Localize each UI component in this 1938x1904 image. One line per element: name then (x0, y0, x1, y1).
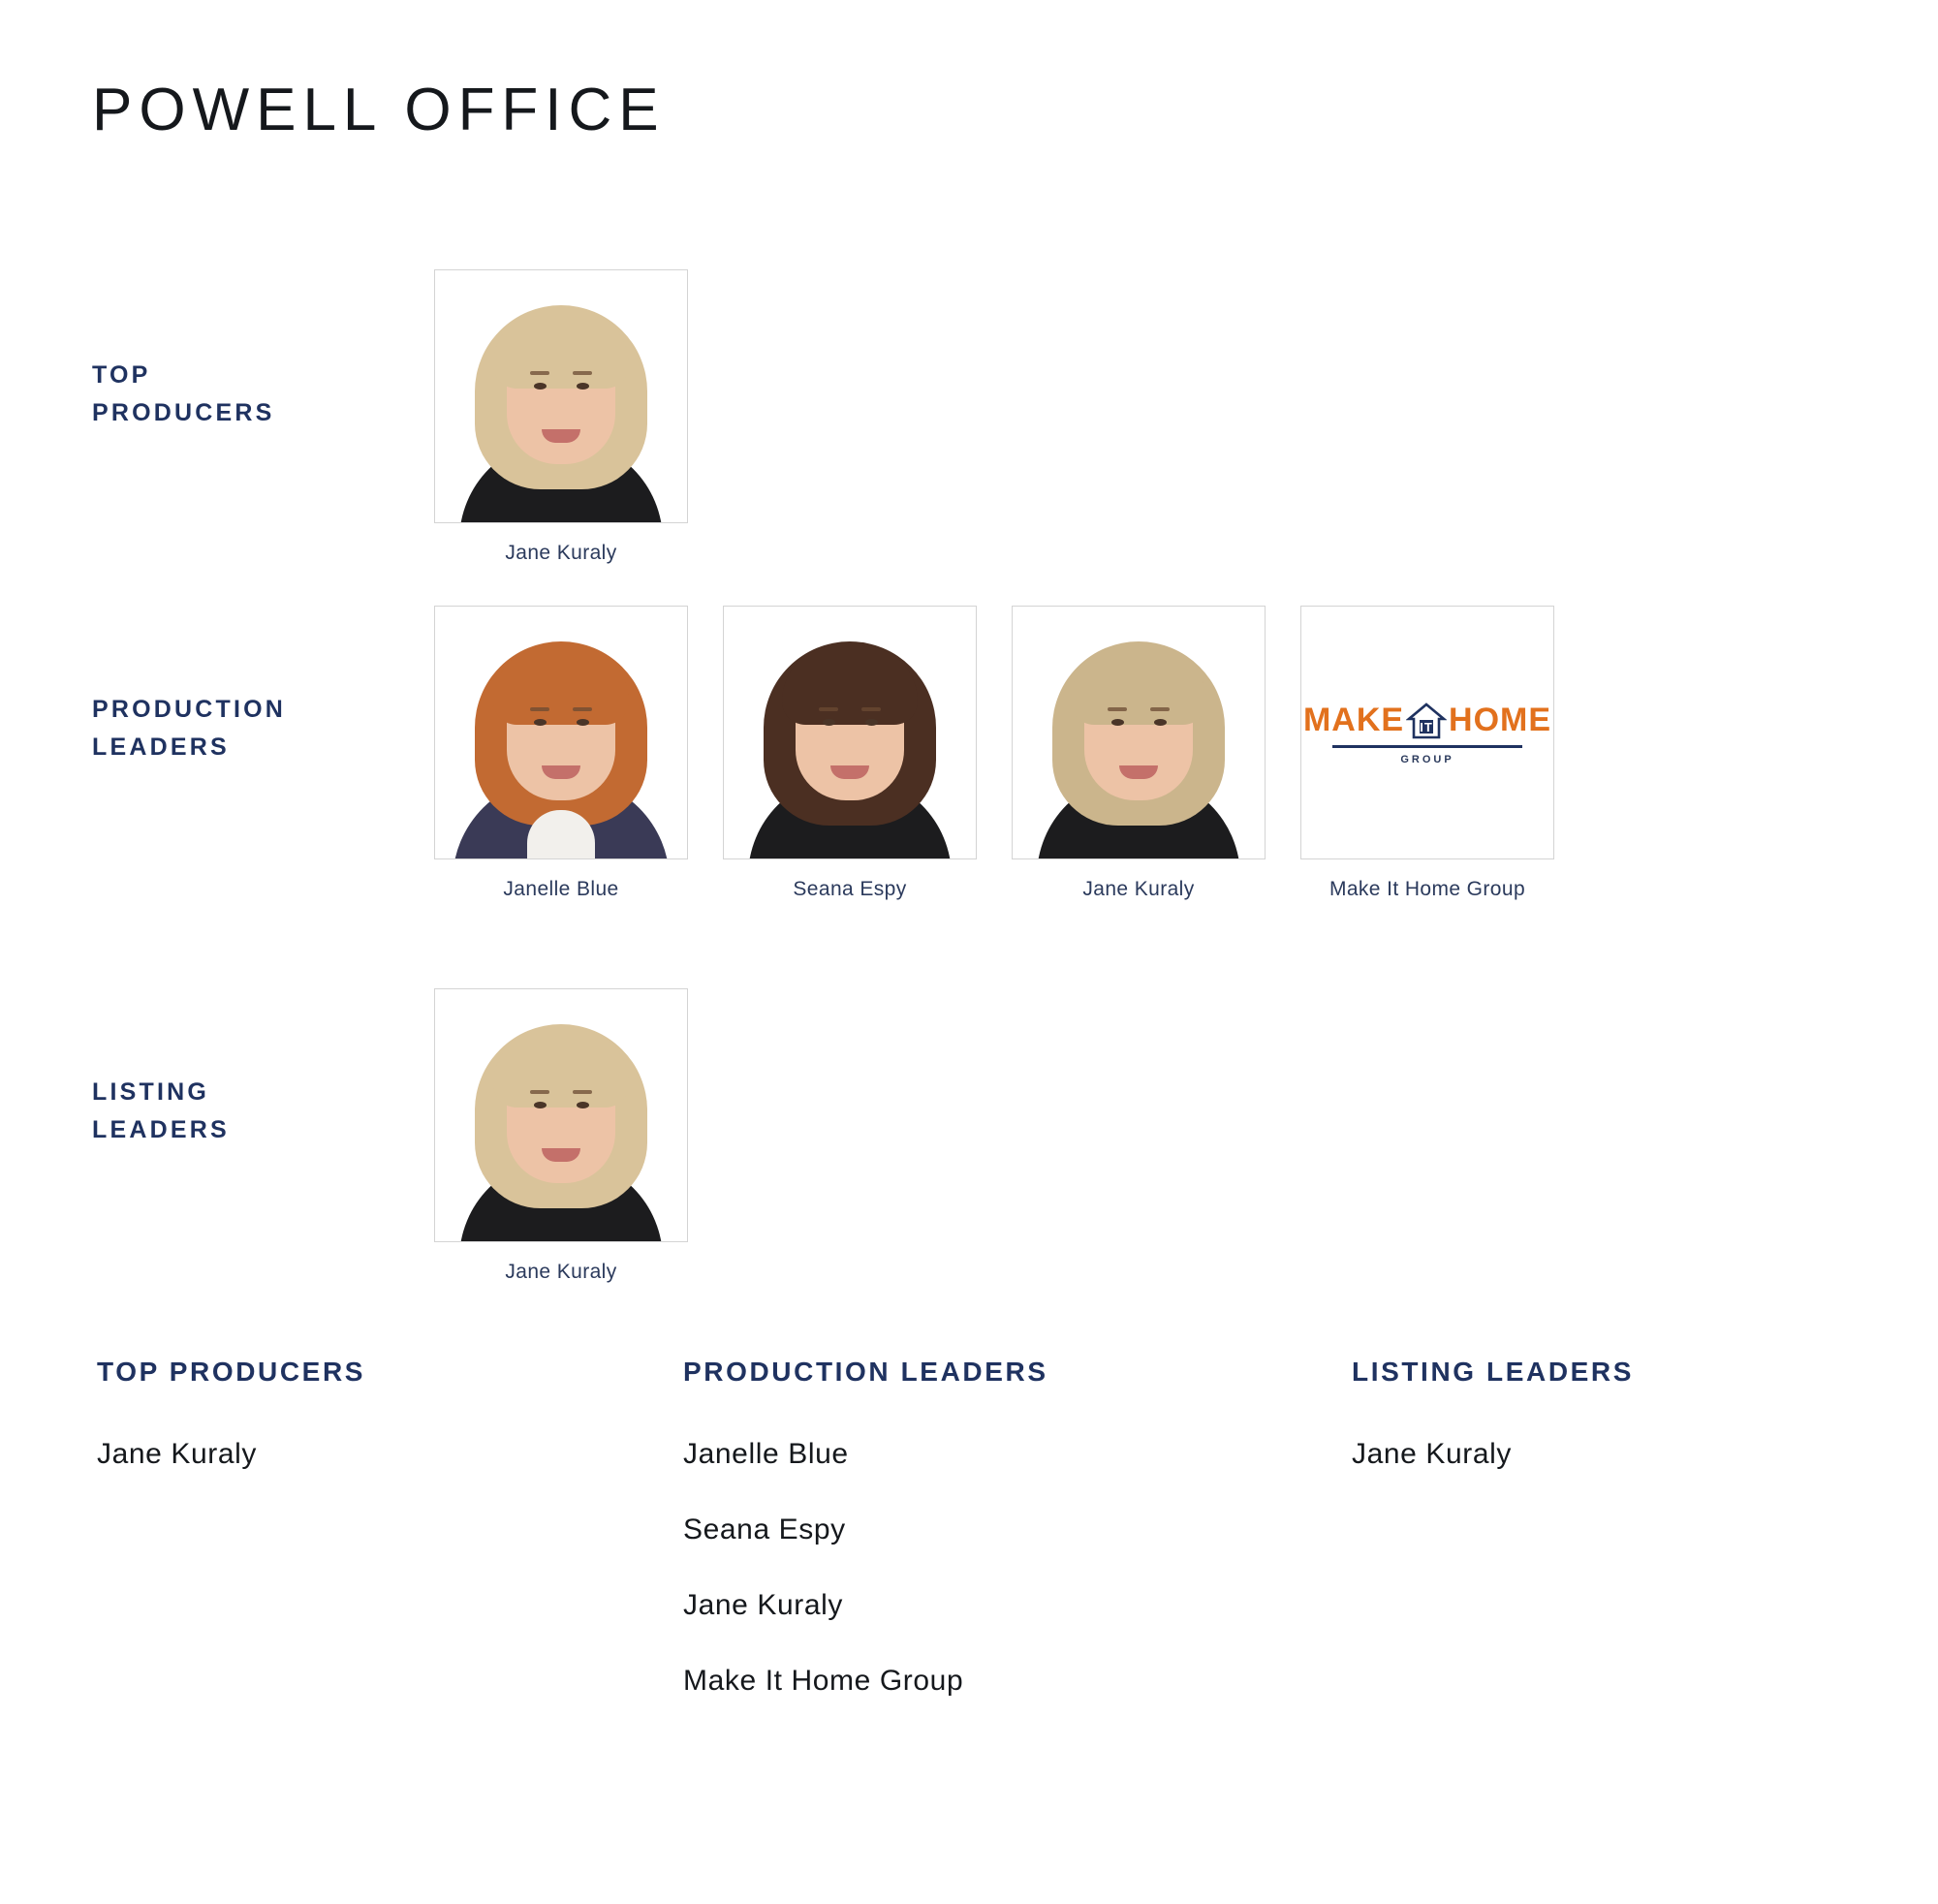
portrait-illustration (1013, 607, 1265, 858)
person-card[interactable] (723, 606, 977, 904)
summary-item: Seana Espy (683, 1514, 846, 1545)
portrait-illustration (724, 607, 976, 858)
house-icon (1406, 701, 1447, 741)
summary-item: Jane Kuraly (683, 1589, 844, 1621)
person-name: Jane Kuraly (505, 1261, 617, 1283)
person-photo (434, 606, 688, 859)
summary-item: Janelle Blue (683, 1438, 849, 1470)
summary-item: Jane Kuraly (97, 1438, 258, 1470)
section-label-line: PRODUCERS (92, 398, 275, 426)
person-photo (434, 269, 688, 523)
section-label-line: LEADERS (92, 733, 230, 761)
page-title: POWELL OFFICE (92, 77, 666, 143)
person-name: Jane Kuraly (1082, 878, 1195, 900)
section-label-production-leaders (92, 691, 412, 766)
section-label-listing-leaders (92, 1074, 412, 1149)
person-card[interactable] (434, 988, 688, 1287)
logo-subtitle: GROUP (1400, 753, 1454, 765)
card-list-listing-leaders (434, 988, 688, 1287)
summary-column-listing-leaders (1352, 1357, 1856, 1471)
section-label-line: LEADERS (92, 1115, 230, 1143)
person-name: Jane Kuraly (505, 542, 617, 564)
person-photo (723, 606, 977, 859)
portrait-illustration (435, 607, 687, 858)
card-list-top-producers (434, 269, 688, 568)
svg-text:IT: IT (1420, 719, 1433, 734)
person-card[interactable] (434, 606, 688, 904)
summary-title: PRODUCTION LEADERS (683, 1357, 1048, 1387)
logo-divider (1332, 745, 1522, 748)
make-it-home-group-logo (1301, 607, 1553, 858)
card-list-production-leaders (434, 606, 1554, 904)
summary-column-production-leaders (683, 1357, 1284, 1698)
section-label-top-producers (92, 357, 412, 432)
logo-word-home: HOME (1449, 702, 1552, 738)
person-name: Seana Espy (793, 878, 907, 900)
section-label-line: LISTING (92, 1078, 210, 1106)
summary-column-top-producers (97, 1357, 601, 1471)
team-logo (1300, 606, 1554, 859)
person-name: Janelle Blue (503, 878, 619, 900)
portrait-illustration (435, 989, 687, 1241)
section-label-line: PRODUCTION (92, 696, 287, 723)
summary-title: LISTING LEADERS (1352, 1357, 1635, 1387)
team-name: Make It Home Group (1328, 878, 1526, 900)
person-photo (1012, 606, 1266, 859)
summary-item: Jane Kuraly (1352, 1438, 1513, 1470)
person-card[interactable] (1012, 606, 1266, 904)
summary-title: TOP PRODUCERS (97, 1357, 366, 1387)
portrait-illustration (435, 270, 687, 522)
person-card[interactable] (434, 269, 688, 568)
summary-item: Make It Home Group (683, 1665, 964, 1697)
section-label-line: TOP (92, 361, 151, 389)
person-photo (434, 988, 688, 1242)
team-card[interactable] (1300, 606, 1554, 904)
logo-word-make: MAKE (1302, 702, 1405, 738)
